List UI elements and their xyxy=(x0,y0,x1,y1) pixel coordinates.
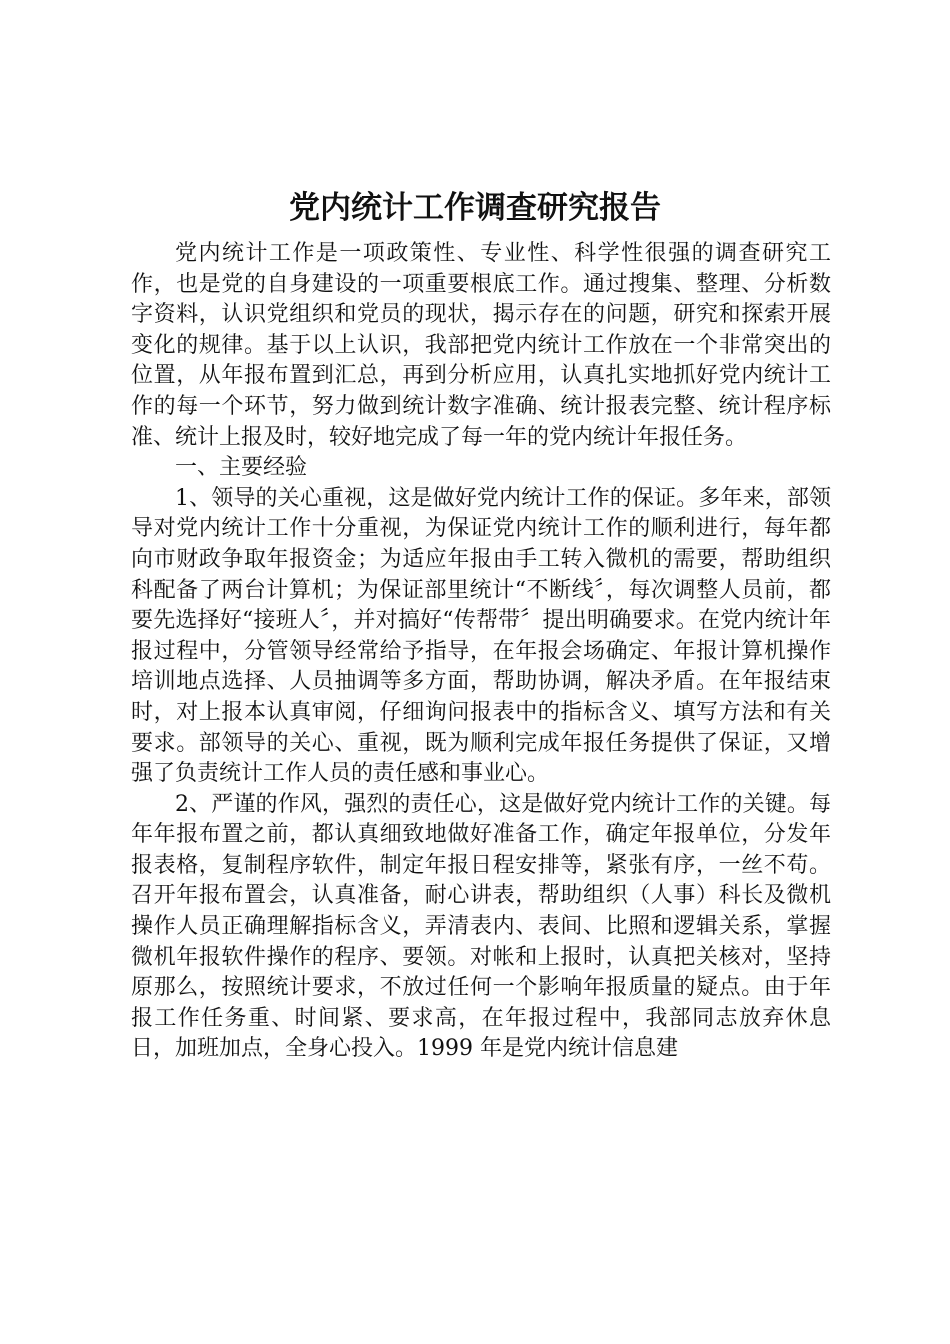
document-body xyxy=(131,239,831,1065)
point-2-paragraph: 2、严谨的作风，强烈的责任心，这是做好党内统计工作的关键。每年年报布置之前，都认真细致地做好准备工作，确定年报单位，分发年报表格，复制程序软件，制定年报日程安排等，紧张有序，一丝不苟。召开年报布置会，认真准备，耐心讲表，帮助组织（人事）科长及微机操作人员正确理解指标含义，弄清表内、表间、比照和逻辑关系，掌握微机年报软件操作的程序、要领。对帐和上报时，认真把关核对，坚持原那么，按照统计要求，不放过任何一个影响年报质量的疑点。由于年报工作任务重、时间紧、要求高，在年报过程中，我部同志放弃休息日，加班加点，全身心投入。1999 年是党内统计信息建 xyxy=(131,791,831,1062)
section-heading: 一、主要经验 xyxy=(175,455,308,481)
document-title: 党内统计工作调查研究报告 xyxy=(289,190,661,226)
intro-paragraph: 党内统计工作是一项政策性、专业性、科学性很强的调查研究工作，也是党的自身建设的一项重要根底工作。通过搜集、整理、分析数字资料，认识党组织和党员的现状，揭示存在的问题，研究和探索开展变化的规律。基于以上认识，我部把党内统计工作放在一个非常突出的位置，从年报布置到汇总，再到分析应用，认真扎实地抓好党内统计工作的每一个环节，努力做到统计数字准确、统计报表完整、统计程序标准、统计上报及时，较好地完成了每一年的党内统计年报任务。 xyxy=(131,241,831,450)
point-1-paragraph: 1、领导的关心重视，这是做好党内统计工作的保证。多年来，部领导对党内统计工作十分重视，为保证党内统计工作的顺利进行，每年都向市财政争取年报资金；为适应年报由手工转入微机的需要，帮助组织科配备了两台计算机；为保证部里统计“不断线〞，每次调整人员前，都要先选择好“接班人〞，并对搞好“传帮带〞提出明确要求。在党内统计年报过程中，分管领导经常给予指导，在年报会场确定、年报计算机操作培训地点选择、人员抽调等多方面，帮助协调，解决矛盾。在年报结束时，对上报本认真审阅，仔细询问报表中的指标含义、填写方法和有关要求。部领导的关心、重视，既为顺利完成年报任务提供了保证，又增强了负责统计工作人员的责任感和事业心。 xyxy=(131,485,831,787)
